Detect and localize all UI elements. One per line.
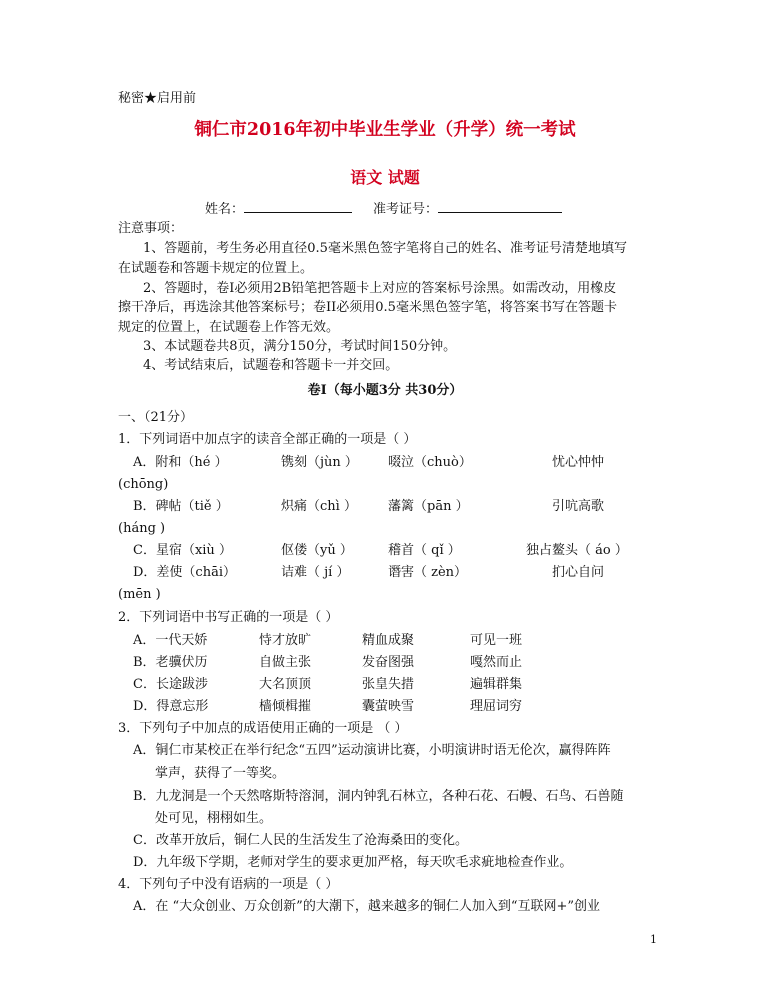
q1-option-c: 稽首（ qǐ ） bbox=[388, 543, 461, 558]
part-one-heading: 一、（21分） bbox=[118, 410, 194, 425]
q1-option-a: 忧心忡忡 bbox=[552, 455, 605, 470]
q3-option-c: C．改革开放后，铜仁人民的生活发生了沧海桑田的变化。 bbox=[133, 833, 468, 848]
q1-option-d: 诘难（ jí ） bbox=[281, 565, 350, 580]
notice-line: 4、考试结束后，试题卷和答题卡一并交回。 bbox=[143, 358, 399, 373]
q2-option: 精血成聚 bbox=[362, 633, 415, 648]
candidate-id-row bbox=[373, 200, 562, 218]
notice-line: 1、答题前，考生务必用直径0.5毫米黑色签字笔将自己的姓名、准考证号清楚地填写 bbox=[143, 241, 627, 256]
section-heading: 卷I（每小题3分 共30分） bbox=[307, 383, 463, 398]
q2-option: 恃才放旷 bbox=[259, 633, 312, 648]
q4-stem: 4．下列句子中没有语病的一项是（ ） bbox=[118, 877, 339, 892]
candidate-name-row bbox=[205, 200, 352, 218]
id-label: 准考证号： bbox=[373, 202, 439, 217]
id-blank bbox=[438, 200, 562, 213]
name-blank bbox=[244, 200, 352, 213]
q1-option-a: 啜泣（chuò） bbox=[388, 455, 472, 470]
q2-option: D．得意忘形 bbox=[133, 699, 209, 714]
q2-option: 遍辑群集 bbox=[470, 677, 523, 692]
q1-option-c: C．星宿（xiù ） bbox=[133, 543, 232, 558]
q3-option-b: B．九龙洞是一个天然喀斯特溶洞，洞内钟乳石林立，各种石花、石幔、石鸟、石兽随 bbox=[133, 789, 624, 804]
exam-title: 铜仁市2016年初中毕业生学业（升学）统一考试 bbox=[194, 120, 576, 140]
q1-option-b: B．碑帖（tiě ） bbox=[133, 499, 229, 514]
q1-option-c: 独占鳌头（ áo ） bbox=[526, 543, 628, 558]
q1-option-c: 伛偻（yǔ ） bbox=[281, 543, 353, 558]
q2-option: B．老骥伏历 bbox=[133, 655, 208, 670]
q1-option-b: 引吭高歌 bbox=[552, 499, 605, 514]
q2-option: 嘎然而止 bbox=[470, 655, 523, 670]
q2-option: 樯倾楫摧 bbox=[259, 699, 312, 714]
q2-option: 可见一班 bbox=[470, 633, 523, 648]
exam-subtitle: 语文 试题 bbox=[350, 168, 420, 187]
q2-option: A．一代天娇 bbox=[133, 633, 208, 648]
q3-option-d: D．九年级下学期，老师对学生的要求更加严格，每天吹毛求疵地检查作业。 bbox=[133, 855, 573, 870]
q2-option: C．长途跋涉 bbox=[133, 677, 208, 692]
q2-option: 理屈词穷 bbox=[470, 699, 523, 714]
notice-heading: 注意事项： bbox=[118, 221, 184, 236]
name-label: 姓名： bbox=[205, 202, 245, 217]
q1-option-b: 炽痛（chì ） bbox=[281, 499, 357, 514]
q2-option: 自做主张 bbox=[259, 655, 312, 670]
q1-option-b: 藩篱（pān ） bbox=[388, 499, 469, 514]
confidential-label: 秘密★启用前 bbox=[118, 91, 197, 106]
q3-stem: 3．下列句子中加点的成语使用正确的一项是 （ ） bbox=[118, 721, 408, 736]
page-number: 1 bbox=[650, 933, 657, 946]
q1-stem: 1．下列词语中加点字的读音全部正确的一项是（ ） bbox=[118, 432, 417, 447]
q2-option: 发奋图强 bbox=[362, 655, 415, 670]
q1-option-d-wrap: (mēn ) bbox=[118, 587, 161, 602]
q2-option: 囊萤映雪 bbox=[362, 699, 415, 714]
notice-line: 在试题卷和答题卡规定的位置上。 bbox=[118, 261, 314, 276]
notice-line: 2、答题时，卷I必须用2B铅笔把答题卡上对应的答案标号涂黑。如需改动，用橡皮 bbox=[143, 281, 617, 296]
q1-option-a: 镌刻（jùn ） bbox=[281, 455, 358, 470]
q3-option-a: A．铜仁市某校正在举行纪念“五四”运动演讲比赛，小明演讲时语无伦次，赢得阵阵 bbox=[133, 743, 611, 758]
notice-line: 3、本试题卷共8页，满分150分，考试时间150分钟。 bbox=[143, 339, 457, 354]
notice-line: 规定的位置上，在试题卷上作答无效。 bbox=[118, 320, 340, 335]
q4-option-a: A．在 “大众创业、万众创新”的大潮下，越来越多的铜仁人加入到“互联网+”创业 bbox=[133, 899, 600, 914]
q1-option-a-wrap: (chōng) bbox=[118, 477, 169, 492]
q3-option-b-cont: 处可见，栩栩如生。 bbox=[155, 811, 273, 826]
q1-option-b-wrap: (háng ) bbox=[118, 521, 166, 536]
q3-option-a-cont: 掌声，获得了一等奖。 bbox=[155, 766, 286, 781]
q1-option-a: A．附和（hé ） bbox=[133, 455, 228, 470]
q2-stem: 2．下列词语中书写正确的一项是（ ） bbox=[118, 610, 339, 625]
q1-option-d: D．差使（chāi） bbox=[133, 565, 236, 580]
q1-option-d: 扪心自问 bbox=[552, 565, 605, 580]
q1-option-d: 谮害（ zèn） bbox=[388, 565, 468, 580]
q2-option: 大名顶顶 bbox=[259, 677, 312, 692]
notice-line: 擦干净后，再选涂其他答案标号；卷II必须用0.5毫米黑色签字笔，将答案书写在答题卡 bbox=[118, 300, 617, 315]
q2-option: 张皇失措 bbox=[362, 677, 415, 692]
